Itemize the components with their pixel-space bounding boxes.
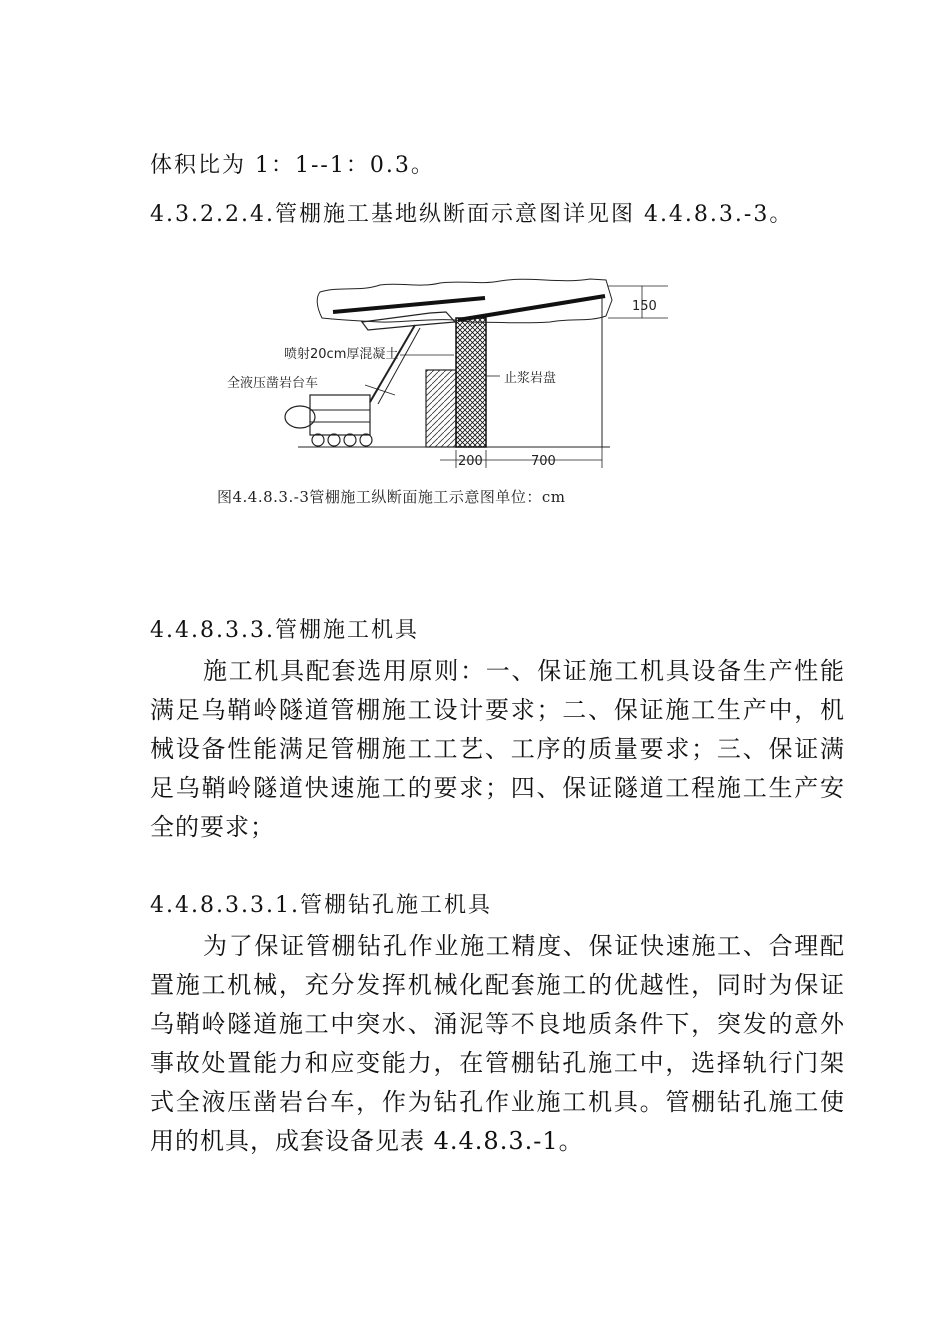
- body-text-line: 体积比为 1：1--1：0.3。: [150, 153, 435, 178]
- body-paragraph: 为了保证管棚钻孔作业施工精度、保证快速施工、合理配置施工机械，充分发挥机械化配套施工的优越性，同时为保证乌鞘岭隧道施工中突水、涌泥等不良地质条件下，突发的意外事故处置能力和应变能力，在管棚钻孔施工中，选择轨行门架式全液压凿岩台车，作为钻孔作业施工机具。管棚钻孔施工使用的机具，成套设备见表 4.4.8.3.-1。: [150, 932, 845, 1155]
- dim-200-label: 200: [458, 454, 483, 469]
- section-heading: 4.4.8.3.3.管棚施工机具: [150, 618, 419, 643]
- dim-150-label: 150: [632, 299, 657, 314]
- grout-plate-label: 止浆岩盘: [504, 371, 557, 386]
- tunnel-section-diagram: [205, 268, 675, 473]
- drill-rig-label: 全液压凿岩台车: [227, 376, 319, 391]
- body-text-line: 4.3.2.2.4.管棚施工基地纵断面示意图详见图 4.4.8.3.-3。: [150, 202, 794, 227]
- figure-caption: 图4.4.8.3.-3管棚施工纵断面施工示意图单位：cm: [217, 488, 566, 506]
- body-paragraph: 施工机具配套选用原则：一、保证施工机具设备生产性能满足乌鞘岭隧道管棚施工设计要求；二、保证施工生产中，机械设备性能满足管棚施工工艺、工序的质量要求；三、保证满足乌鞘岭隧道快速施工的要求；四、保证隧道工程施工生产安全的要求；: [150, 657, 845, 841]
- shotcrete-label: 喷射20cm厚混凝土: [284, 347, 399, 362]
- dim-700-label: 700: [531, 454, 556, 469]
- pipe-roof-left: [333, 298, 485, 312]
- grout-plate: [456, 318, 486, 447]
- shotcrete-wall: [426, 370, 456, 447]
- drill-rig-wheels: [312, 434, 372, 446]
- section-heading: 4.4.8.3.3.1.管棚钻孔施工机具: [150, 893, 492, 918]
- drill-rig-body: [310, 395, 370, 435]
